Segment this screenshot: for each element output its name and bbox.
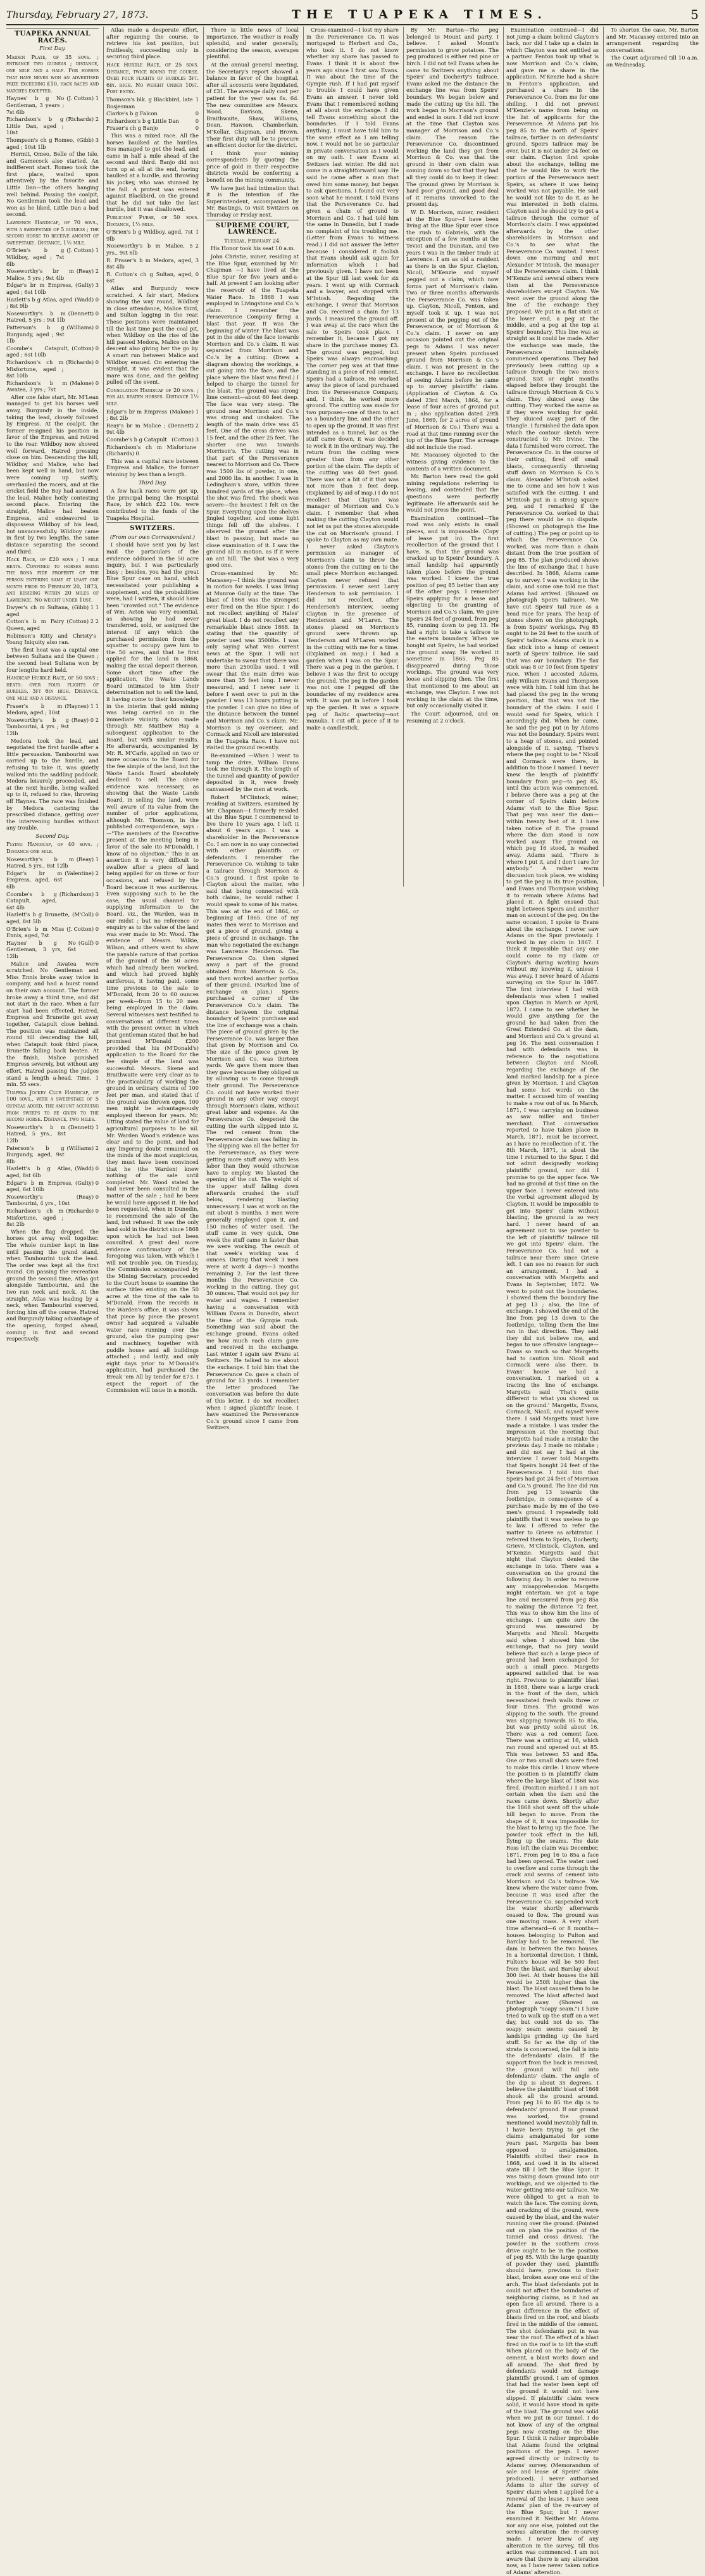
placing: 0 [195,270,199,277]
placing: (Gulf) 0 [78,939,99,946]
column-flow [506,27,599,2576]
race-result-row [106,436,199,443]
horse-entry: O'Brien's b g Wildboy, aged, 7st 9lb [106,229,193,242]
race-result-row [106,96,199,110]
horse-entry: Haynes' b g No Gentleman, 3 yrs, 6st 12lb [6,939,76,959]
switzers-paragraph: I should have sent you by last mail the particulars of the evidence adduced in the 50 acre inquiry, but I was particularly busy ; besides, you had the great Blue Spur case on hand, which necessitated your publishing a supplement, and the probabilities were, had I written, it should have been "crowded out." The evidence of Wm. Acton was very essential, as showing he had never transferred, sold, or assigned the interest (if any) which the purchased permission from the squatter to occupy gave him to the 50 acres, and that he first applied for the land in 1868, making the usual deposit thereon. Some short time after the application, the Waste Lands Board intimated to him their determination not to sell the land, it having come to their knowledge in the interim that gold mining was being carried on in the immediate vicinity. Acton made through Mr. Matthew Hay a subsequent application to the Board, but with similar results. He afterwards, accompanied by Mr. R. M'Carle, applied on two or more occasions to the Board for the fee simple of the land, but the Waste Lands Board absolutely declined to sell. The above evidence was necessary, as showing that the Waste Lands Board, in selling the land, were well aware of its value from the number of prior applications, although Mr. Thomson, in the published correspondence, says :—"The members of the Executive present at the meeting being in favor of the sale (to M'Donald), I know of no objection." This is an assertion it is very difficult to swallow after a piece of land being applied for on three or four occasions, and refused by the Board because it was auriferous. Even supposing such to be the case, the usual channel for supplying information to the Board, viz., the Warden, was in our midst ; but no reference or enquiry as to the value of the land was ever made to Mr. Wood. The evidence of Messrs. Wilkie, Wilson, and others went to show the payable nature of that portion of the ground of the 50 acres which had already been worked, and which had proved highly auriferous, it having paid, some time previous to the sale to M'Donald, from 20 to 60 ounces per week—from 15 to 20 men being employed in the claim. Several witnesses next testified to conversations at different times with the present owner, in which that gentleman stated that he had promised M'Donald £200 provided that his (M'Donald's) application to the Board for the fee simple of the land was successful. Messrs. Skene and Braithwaite were very clear as to the practicability of working the ground in ordinary claims of 100 feet per man, and stated that if the ground was thrown open, 100 men might be advantageously employed thereon for years. Mr. Utting stated the value of land for agricultural purposes to be nil. Mr. Warden Wood's evidence was clear and to the point, and had any lingering doubt remained on the minds of the most suspicious, they must have been convinced that he (the Warden) knew nothing of the sale until completed. Mr. Wood stated he had never been consulted in the matter of the sale ; had he been he would have opposed it. He had been requested, when in Dunedin, to recommend the sale of the land, but refused. It was the only land sold in the district since 1868 upon which he had not been consulted. A great deal more evidence confirmatory of the foregoing was taken, with which I will not trouble you. On Tuesday, the Commission accompanied by the Mining Secretary, proceeded to the Court house to examine the surface titles existing on the 50 acres at the time of the sale to M'Donald. From the records in the Warden's office, it was shown that piece by piece the present owner had acquired a valuable water race running over the ground, also the pumping gear and machinery, together with puddle house and all buildings attached ; and lastly, and only eight days prior to M'Donald's application, had purchased the Break 'em All by tender for £73. I expect the report of the Commission will issue in a month. [106,541,199,1394]
horse-entry: Noseworthy's Tambourini, 4 yrs., 10st [6,1193,70,1207]
placing: (Richards) 2 [66,116,99,123]
court-paragraph: Mr. Macassey objected to the witness giving evidence to the contents of a written document. [406,451,499,472]
race-result-row [6,282,99,295]
placing: 0 [195,110,199,117]
placing: (Dennett) 2 [168,422,199,429]
placing: (J. Cotton) 1 [66,247,99,254]
court-paragraph: Cross-examined—I lost my share in the Perseverance Co. It was mortgaged to Herbert and Co., who took it. I do not know whether my share has passed to Evans. I think it is about five years ago since I first saw Evans. It was about the time of the Gympie rush. If I had put myself to trouble I could have given Evans an answer. I never told Evans that I remembered nothing at all about the exchange. I did tell Evans something about the boundaries. If I told Evans anything, I must have told him to the same effect as I am telling now. I would not be so particular in private conversation as I would on my oath. I saw Evans at Switzers last winter. He did not come in a straightforward way. He said he came after a man that owed him some money, but began to ask questions. I found out very soon what he meant. I told Evans that the Perseverance Co. had given a chain of ground to Morrison and Co. I had told him the same in Dunedin, but I made no complaint of his troubling me. (Letter from Evans to witness read.) I did not answer the letter because I considered it foolish that Evans should ask again for information which I had previously given. I have not been at the Spur till last week for six years. I went up with Cormack and a lawyer, and stopped with M'Intosh. Regarding the exchange, I swear that Morrison and Co. received a chain for 13 yards. I measured the ground off. I was away at the race when the sale to Speirs took place. I remember it, because I got my share in the purchase money £3. The ground was pegged, but Speirs was always encroaching. The corner peg was at that time standing in a piece of red cement. Speirs had a tailrace. He worked away the piece of land purchased from the Perseverance Company, and, I think, he worked more ground. The cutting was made for two purposes—one of them to act as a boundary line, and the other to open up the ground. It was first intended as a tunnel, but as the stuff came down, it was decided to work it in the ordinary way. The return from the cutting were greater than from any other portion of the claim. The depth of the cutting was 40 feet good. There was not a bit of it that was not more than 3 feet deep. (Explained by aid of map.) I do not recollect that Clayton was manager of Morrison and Co.'s claim. I remember that when making the cutting Clayton would not let us put the stones alongside the cut on Morrison's ground. I spoke to Clayton as my own mate. I never asked Clayton's permission as manager of Morrison's claim to throw the stones from the cutting on to the small piece Morrison exchanged. Clayton never refused that permission. I never sent Larry Henderson to ask permission. I did not recollect, after Henderson's interview, seeing Clayton in the presence of Henderson and M'Laren. The stones placed on Morrison's ground were thrown up. Henderson and M'Laren worked in the cutting with me for a time. (Explained on map.) I had a garden when I was on the Spur. There was a peg in the garden. I believe I was the first to occupy the ground. The peg in the garden was not one I pegged off the boundaries of my residence area with. It was put in before I took up the garden. It was a square peg of Baltic quartering—not manuka. I cut off a piece of it to make a candlestick. [306,27,399,731]
placing: (Haynes) 1 1 [65,702,99,709]
hack-race-conditions: Hack Race, of £20 sovs ; 1 mile heats. Confined to horses being the bona fide property of the person entering same at least one month prior to February 20, 1873, and residing within 20 miles of Lawrence. No weight under 10st. [6,556,99,603]
hack-race-report: The first heat was a capital one between Sultana and the Queen ; the second heat Sultana won by four lengths hard held. [6,646,99,673]
placing: (Richards) 0 [66,1207,99,1214]
court-paragraph: Examination continued—The road was only exists in small pieces, and is impassable. (Copy of lease put in). The first recollection of the ground that I have, is, that the ground was cracked up to Speirs' boundary. A small landslip had apparently taken place before the ground was worked. I knew the true position of peg 85 better than any of the other pegs. I remember Speirs applying for a lease and objecting to the granting of Morrison and Co.'s claim. We gave Speirs 24 feet of ground, from peg 85, running down to peg 13. He had a right to take a tailrace to the eastern boundary. When we bought out Speirs, he had worked the ground away. He worked it sometime in 1865. Peg 85 disappeared during those workings. The ground was very loose and slipping then. The first that mentioned to me about an exchange, was Clayton. I was not working in the claim at the time, but only occasionally visited it. [406,514,499,709]
switzers-paragraph: I think your mining correspondents by quoting the price of gold in their respective districts would be conferring a benefit on the mining community. [206,149,299,184]
maiden-plate-report: Hermit, Omeo, Belle of the Isle, and Gamecock also started. An indifferent start. Romeo took the first place, waited upon attentively by the favorite and Little Dan—the others hanging well behind. Passing the coalpit, No Gentleman took the lead and won as he liked, Little Dan a bad second. [6,151,99,218]
column-6 [506,27,599,2576]
race-result-row [6,1194,99,1207]
placing: (Gulty) 3 [75,282,99,289]
placing: (Gibb) 3 [77,136,99,143]
horse-entry: Haynes' b g No Gentleman, 3 years ; 7st 6lb [6,95,65,115]
jockey-club-conditions: Tuapeka Jockey Club Handicap, of 100 sovs., with a sweepstake of 5 guineas added, the amount accruing from sweeps to be given to the second horse. Distance, two miles. [6,1089,99,1123]
race-result-row [6,604,99,617]
first-day-heading: First Day. [39,46,66,53]
masthead [6,5,699,25]
race-result-row [6,1165,99,1178]
column-flow [406,27,499,724]
placing [196,444,199,457]
column-flow [6,28,99,1342]
race-result-row [6,380,99,393]
placing: (Gulty) 0 [75,1179,99,1186]
court-paragraph: The Court adjourned till 10 a.m. on Wednesday. [606,54,699,68]
horse-entry: R. Fraser's b m Medora, aged, 8st 4lb [106,256,193,270]
placing: (Wadd) 0 [75,1165,99,1172]
column-flow [606,27,699,68]
lawrence-handicap-report: After one false start, Mr. M'Lean managed to get his horses well away, Burgundy in the inside, taking the lead, closely followed by Empress. At the coalpit, the former resigned his position in favor of the Empress, and retired to the rear. Wildboy now showed well forward, Hatred pressing close on him. Descending the hill, Wildboy and Malice, who had been kept well in hand, but now were coming up swiftly, overhauled the racers, and at the cricket field the Boy had assumed the lead, Malice hotly contesting second place. Entering the straight, Malice had beaten Empress, and endeavored to dispossess Wildboy of his lead, but unsuccessfully. Wildboy came in first by two lengths, the same distance separating the second and third. [6,393,99,555]
placing: (Gibb) 1 1 [72,604,99,611]
publicans-purse-report: Atlas and Burgundy were scratched. A fair start, Medora showing the way round, Wildboy in close attendance, Malice third, and Sultan lagging in the rear. These positions were maintained till the last time past the coal pit, when Wildboy on the rise of the hill passed Medora, Malice on the descent also giving her the go by. A smart run between Malice and Wildboy ensued. On entering the straight, it was evident that the mare was done, and the gelding pulled off the event. [106,284,199,386]
placing: 3 [195,256,199,263]
race-result-row [6,1180,99,1193]
horse-entry: Noseworthy's b m Hatred, 5 yrs., 8st 12lb [6,856,74,869]
jockey-club-results [6,1124,99,1228]
race-result-row [106,444,199,457]
race-result-row [6,268,99,281]
race-result-row [6,324,99,344]
horse-entry: Fraser's ch g Banjo [106,125,158,132]
placing: (M'Coll) 0 [72,911,99,918]
column-flow [206,27,299,1431]
newspaper-title: THE TUAPEKA TIMES. [291,8,547,22]
horse-entry: Noseworthy's b m Malice, 5 yrs., 9st 6lb [106,243,193,256]
publicans-purse-results [106,229,199,284]
horse-entry: Richardson's b g Little Dan [106,117,179,124]
horse-entry: Edgar's b m Empress, aged, 6st 10lb [6,1179,73,1193]
horse-entry: Noseworthy's b g Tambourini, 4 yrs ; 9st 12lb [6,716,69,736]
horse-entry: Richardson's ch m Misfortune, aged ; 8st 10lb [6,358,64,379]
court-paragraph: W. D. Morrison, miner, resident at the Blue Spur—I have been living at the Blue Spur ever since the rush to Gabriels, with the exception of a few months at the Teviot and the Dunstan, and two years I was in the timber trade at Lawrence. I am as old a resident as there is on the Spur. Clayton, Nicoll, M'Kenzie and myself pegged out a claim, which now forms part of Morrison's claim. Two or three months afterwards the Perseverance Co. was taken up. Clayton, Nicoll, Fenton, and myself took it up. I was not present at the pegging out of the Perseverance, or of Morrison & Co.'s claim. I never on any occasion pointed out the original pegs to Adams. I was never present when Speirs purchased ground from Morrison & Co.'s claim. I was not present in the exchange. I have no recollection of seeing Adams before he came up to survey plaintiffs' claim. (Application of Clayton & Co. dated 23rd March, 1864, for a lease of four acres of ground put in ; also application dated 29th June, 1869, for 2 acres of ground of Morrison & Co.) There was a road at that time running over the top of the Blue Spur. The acreage did not include the road. [406,209,499,450]
horse-entry: Richardson's ch m Misfortune, aged ; 8st 2lb [6,1207,64,1228]
placing: 0 [195,117,199,124]
race-result-row [6,1145,99,1165]
horse-entry: Coombe's b g Catapult [106,436,167,443]
column-5 [406,27,499,887]
horse-entry: Noseworthy's br m Malice, 5 yrs ; 9st 4lb [6,268,74,281]
race-result-row [106,110,199,117]
horse-entry: Paterson's b g Burgundy, aged, 9st 8lb [6,1144,65,1165]
column-4 [306,27,399,887]
hurdle-race-conditions: Handicap Hurdle Race, of 50 sovs ; heats: over four flights of hurdles, 3ft 6in high. Distance, one mile and a distance. [6,674,99,701]
horse-entry: Edgar's br m Empress, aged, 6st 6lb [6,869,63,890]
race-result-row [106,118,199,125]
switzers-paragraph: We have just had intimation that it is the intention of the Superintendent, accompanied by Mr. Bastings, to visit Switzers on Thursday or Friday next. [206,184,299,218]
supreme-court-heading: SUPREME COURT, LAWRENCE. [206,220,299,236]
court-paragraph: The Court adjourned, and on resuming at 2 o'clock. [406,710,499,724]
horse-entry: Thomson's blk. g Blackbird, late Bosjesman [106,96,193,110]
horse-entry: Edgar's br m Empress, aged ; 6st 10lb [6,282,73,295]
placing: (Wadd) 0 [75,296,99,303]
horse-entry: Fraser's b m Medora, aged ; 10st [6,702,63,716]
horse-entry: Edgar's br m Empress ; 8st 2lb [106,408,168,422]
hurdle-race-results [6,703,99,737]
horse-entry: Dwyer's ch m Sultana, aged [6,604,70,617]
horse-entry: Hazlett's b g Atlas, aged, 8st 6lb [6,1165,73,1178]
hurdle-race-report: Medora took the lead, and negotiated the first hurdle after a little persuasion. Tambourini was carried up to the hurdle, and refusing to take it, was quietly walked into the saddling paddock. Medora leisurely proceeded, and at the next hurdle, being walked up to it, refused to rise, throwing off Haynes. The race was finished by Medora cantering the prescribed distance, getting over the intervening hurdles without any trouble. [6,737,99,831]
placing: 1 [195,229,199,236]
race-result-row [6,870,99,890]
flying-handicap-results [6,856,99,960]
issue-date: Thursday, February 27, 1873. [6,9,149,20]
placing: 1 [195,96,199,103]
race-result-row [6,940,99,960]
race-result-row [106,422,199,436]
consolation-conditions: Consolation Handicap of 20 sovs. ; for all beaten horses. Distance 1½ mile. [106,386,199,407]
horse-entry: R. Cotton's ch g Sultan, aged, 6st [106,270,193,284]
race-result-row [6,359,99,379]
hack-hurdle-report: This was a mixed race. All the horses baulked at the hurdles. Bos managed to get the lead, and came in half a mile ahead of the second and third. Banjo did not turn up at all at the end, having baulked at a hurdle, and throwing his jockey, who was stunned by the fall. A protest was entered against Blackbird, on the ground that he did not take the last hurdle, but it was disallowed. [106,132,199,213]
maiden-plate-conditions: Maiden Plate, of 35 sovs. ; entrance two guineas ; distance, one mile and a half. For horses that have never won an advertised prize exceeding £10, hack races and matches excepted. [6,53,99,94]
hack-hurdle-conditions: Hack Hurdle Race, of 25 sovs. Distance, twice round the course. Over four flights of hurdles 3ft. 6in. high. No weight under 10st. Post entry. [106,61,199,95]
publicans-purse-conditions: Publicans' Purse, of 50 sovs. Distance, 1½ mile. [106,214,199,227]
column-2 [106,27,199,1394]
horse-entry: Reay's br m Malice ; 9st 4lb [106,422,166,436]
race-result-row [6,1124,99,1144]
placing: (Richards) 0 [66,358,99,365]
placing: (Williams) 0 [66,324,99,331]
horse-entry: Robinson's Kitty and Christy's Young Iniquity also ran. [6,632,96,646]
race-result-row [106,243,199,256]
column-1 [6,27,99,1342]
switzers-byline: (From our own Correspondent.) [109,533,196,540]
race-result-row [6,911,99,925]
switzers-paragraph: At the annual general meeting, the Secretary's report showed a balance in favor of the hospital, after all accounts were liquidated, of £31. The average daily cost per patient for the year was 6s. 6d. The new committee are Messrs. Wood, Davison, Skene, Braithwaite, Shaw, Williams, Dean, Hawson, Chamberlain, M'Kellar, Chapman, and Brown. Their first duty will be to procure an efficient doctor for the district. [206,61,299,149]
court-paragraph: John Christie, miner, residing at the Blue Spur, examined by Mr. Chapman —I have lived at the Blue Spur for five years and-a-half. At present I am looking after the reservoir of the Tuapeka Water Race. In 1868 I was employed in Livingstone and Co.'s claim. I remember the Perseverance Company firing a blast that year. It was the beginning of winter. The blast was put in the side of the face towards Morrison and Co.'s claim. It was separated from Morrison and Co.'s by a cutting. (Drew a diagram showing the workings, a cut going into the face, and the place where the blast was fired.) I helped to charge the tunnel for the blast. The ground was strong lime cement—about 60 feet deep. The face was very steep. The ground near Morrison and Co.'s was strong and unshaken. The length of the main drive was 45 feet. One of the cross drives was 15 feet, and the other 25 feet. The shorter one was towards Morrison's. The cutting was in that part of the Perseverance nearest to Morrison and Co. There was 1500 lbs of powder, in one, and 2000 lbs. in another. I was in Ledingham's store, within three hundred yards of the place, when the shot was fired. The shock was severe—the heaviest I felt on the Spur. Everything upon the shelves jingled together, and some light things fell off the shelves. I observed the ground after the blast in passing, but made no close examination of it. I saw the ground all in motion, as if it were an ant hill. The shot was a very good one. [206,253,299,569]
race-result-row [6,633,99,646]
placing: (Cotton) 3 [172,436,199,443]
lawrence-handicap-conditions: Lawrence Handicap, of 70 sovs., with a sweepstake of 5 guineas ; the second horse to receive amount of sweepstake. Distance, 1½ mile. [6,219,99,246]
court-paragraph: Robert M'Clintock, miner, residing at Switzers, examined by Mr. Chapman—I formerly resided at the Blue Spur. I commenced to live there 10 years ago. I left it about 6 years ago. I was a shareholder in the Perseverance Co. I am now in no way connected with either plaintiffs or defendants. I remember the Perseverance Co. wishing to take a tailrace through Morrison & Co.'s ground. I first spoke to Clayton about the matter, who said that being connected with both claims, he would rather I would speak to some of his mates. This was at the end of 1864, or beginning of 1865. One of my mates then went to Morrison and got a piece of ground, giving a piece of ground in exchange. The man who negotiated the exchange was Lawrence Henderson. The Perseverance Co. then signed away a part of the ground obtained from Morrison & Co., and then worked another portion of their ground. (Marked line of exchange on plan.) Speirs purchased a corner of the Perseverance Co.'s claim. The distance between the original boundary of Speirs' purchase and the line of exchange was a chain. The piece of ground given by the Perseverance Co. was larger than that given by Morrison and Co. The size of the piece given by Morrison and Co. was thirteen yards. We gave them more than they gave because they obliged us by allowing us to come through their ground. The Perseverance Co. could not have worked their ground in any other way except through Morrison's claim, without great labor and expense. As the Perseverance Co. deepened the cutting the earth slipped into it. The red cement from the Perseverance claim was falling in. The slipping was all the better for the Perseverance, as they were getting more stuff away with less labor than they would otherwise have to employ. We blasted the opening of the cut. The weight of the upper stuff falling down afterwards crushed the stuff below, rendering blasting unnecessary. I was at work on the cut about 5 months. 3 men were generally employed upon it, and 150 inches of water used. The stuff came in very quick. One week the stuff came in faster than we were working. The result of that week's working was 4 ounces. During that week 3 men were at work 4 days—3 months remaining 2. For the last three months the Perseverance Co. working in the cutting, they got 30 ounces. That would not pay for water and wages. I remember having a conversation with William Evans in Dunedin, about the time of the Gympie rush. Something was said about the exchange ground. Evans asked me how much each claim gave and received in the exchange. Last winter I again saw Evans at Switzers. He talked to me about the exchange. I told him that the Perseverance Co. gave a chain of ground for 13 yards. I remember the letter produced. The conversation was before the date of this letter. I do not recollect when I signed plaintiffs' lease. I have examined the Perseverance Co.'s ground since I came from Switzers. [206,793,299,1431]
horse-entry: Noseworthy's b m Hatred, 5 yrs., 8st 12lb [6,1123,66,1144]
column-7 [606,27,699,887]
switzers-heading: SWITZERS. [106,522,199,532]
court-paragraph: Examination continued—I did not jump a claim behind Clayton's back, nor did I take up a claim in which Clayton was not entitled as a partner. Fenton took up what is now Morrison and Co.'s claim, and gave me a share in the application. M'Kenzie had a share in Fenton's application, and purchased a share in the Perseverance Co. from me for one shilling. I did not prevent M'Kenzie's name from being on the list of applicants for the Perseverance. At Adams put his peg 85 to the north of Speirs' tailrace, farther in on defendants' ground. Speirs tailrace may be over, but it is not under 24 feet on our claim. Clayton first spoke about the exchange, telling me that he would like to work the portion of the Perseverance next Speirs, as where it was being worked was not payable. He said he would not like to do it, as he was interested in both claims. Clayton said he should try to get a tailrace through the corner of Morrison's claim. I was appointed afterwards by the other shareholders in Morrison and Co.'s to see what the Perseverance Co. wanted. I went down one morning and met Alexander M'Intosh, the manager of the Perseverance claim. I think M'Kenzie and several others were then at the Perseverance shareholders except Clayton. We went over the ground along the line of the exchange they proposed. We put in a flat stick at the lower end, a peg at the middle, and a peg at the top at Speirs' boundary. This line was as straight as it could be made. After the exchange was made, the Perseverance immediately commenced operations. They had previously been cutting up a tailrace through the two men's ground. Sixt or eight months elapsed before they brought the tailrace through Morrison & Co.'s claim. They sluiced away the cutting. They worked the same as if they were working for gold. They sluiced away part of the triangle. I furnished the data upon which the contour sketch were constructed to Mr. Irvine. The data I furnished were correct. The Perseverance Co. in the course of their cutting, fired off small blasts, consequently throwing stuff down on Morrison & Co.'s claim. Alexander M'Intosh asked me to come and see how I was satisfied with the cutting. I and M'Intosh put in a strong square peg, and I remarked if the Perseverance Co. worked to that peg there would be no dispute. (Showed on photograph the line of cutting.) The peg or point up to which the Perseverance Co. worked, was more than a chain distant from the true position of peg 85. The plan produced shows the line of exchange that I have described. In 1868, Adams came up to survey. I was working in the claim, and some one told me that Adams had arrived. (Showed on photograph Speirs tailrace). We have cut Speirs' tail race as a head race for years. The heap of stones shown on the photograph, is from Speirs' workings. Peg 85 ought to be 24 feet to the south of Speirs' tailrace. Adams stuck in a flax stick into a lump of cement north of Speirs' tailrace. He said that was our boundary. The flax stick was 8 or 10 feet from Speirs' race. When I accosted Adams, only William Evans and Thompson were with him. I told him that he had placed the peg in the wrong position, that that was not the boundary of the claim. I said I would send for Speirs, which I accordingly did. When he came, he said the peg put in by Adams was not the boundary. Speirs went to a heap of stones, and pointed alongside of it, saying, "There's where the peg ought to be." Nicoll and Cormack were there, in addition to those I named. I never knew the length of plaintiffs' boundary from peg—to peg 85, until this action was commenced. I believe there was a peg at the corner of Speirs claim before Adams' visit to the Blue Spur. That peg was near the dam—within twenty feet of it. I have taken notice of it. The ground where the dam stood is now worked away. The ground on which peg 16 stood, is washed away. Adams said, "There is where I put it, and I don't care for anybody." A rather warm discussion took place, we wishing to get the peg in its true position, and Evans and Thompson wishing it to remain where Adams had placed it. A fight ensued that night between Speirs and another man on account of the peg. On the same occasion, I spoke to Evans about the exchange. I never saw Adams on the Spur previously. I worked in my claim in 1867. I think it impossible that any one could come to my claim or Clayton's during working hours without my knowing it, unless I was away. I never heard of Adams surveying on the Spur in 1867. The first interview I had with defendants was when I waited upon Clayton in March or April, 1872. I came to see whether he would give anything for the ground he had taken from the Great Extended Co. at the dam, and Morrison and Co.'s ground at peg 16. The next conversation I had with defendants was in reference to the negotiations between Clayton and Nicoll, regarding the exchange of the land marked landslip for a piece given by Morrison. I and Clayton had some hot words on the matter. I accused him of wanting to make a row out of us. In March, 1871, I was carrying on business as saw miller and timber merchant. That conversation reported to have taken place in March, 1871, must be incorrect, as I have no recollection of it. The 8th March, 1871, is about the time I returned to the Spur. I did not admit designedly working plaintiffs' ground, nor did I promise to go the upper face. We had no ground at that time on the upper face. I never entered into the verbal agreement alleged by Clayton. It would be impossible to get into Speirs' claim without blasting, the ground is so very hard. I never heard of an agreement not to use powder to the left of plaintiffs' tailrace till we got into Speirs' claim. The Perseverance Co. had not a tailrace near there since Grieve left. I can see no reason for such an arrangement. I had a conversation with Margetts and Evans in September, 1872. We went to point out the boundaries. I showed them the boundary line at peg 13 ; also, the line of exchange. I showed the end of the line from peg 13 down to the footbridge, telling them the line ran in that direction. They said they did not believe me, and began to use offensive language—Evans so much so that Margetts had to caution him. Nicoll and Cormack were also there. In Evans' house we had a conversation. I marked on a tracing the line of exchange. Margetts said 'That's quite different to what you showed us on the ground.' Margetts, Evans, Cormack, Nicoll, and myself were there. I said Margetts must have made a mistake. I was under the impression at the meeting that Margetts had made a mistake the previous day. I made no mistake ; and did not say I had at the interview. I never told Margetts that Speirs bought 24 feet of the Perseverance. I told him that Speirs had got 24 feet of Morrison and Co.'s ground. The line did run from peg 13 towards the footbridge, in consequence of a purchase made by me of the two men's ground. I repeatedly told plaintiffs that it was useless to go to law. I offered to refer the matter to Grieve as arbitrator. I referred them to Speirs, Docherty, Grieve, M'Clintock, Clayton, and M'Kenzie. Margetts said that night that Clayton denied the exchange in toto. There was a conversation on the ground the following day. In order to remove any misapprehension Margetts might entertain, we got a tape line and measured from peg 85a to making the distance 72 feet. This was to show him the line of exchange. I am quite sure the ground was measured by Margetts and Nicoll. Margetts said when I showed him the exchange, that no jury would believe that such a large piece of ground had been exchanged for such a small piece. Margetts appeared satisfied that he was right. Previous to plaintiffs' blast in 1868, there was a large crack in the front of the dam, which necessitated fresh walls three or four times. The ground was slipping to the south. The ground was slipping towards 85 to 85a, but was pretty solid about 16. There was a red cement face. There was a cutting at 16, which ran round and opened out at 85. This was between 53 and 85a. One or two small shots were fired to make this circle. I know where the position is in plaintiffs' claim where the large blast of 1868 was fired. (Position marked.) I am not certain when the dam and the races came down. Shortly after the 1868 shot went off the whole hill began to move. From the shape of it, it was impossible for the blast to bring up the face. The powder took effect in the hill, flying up the seams. The date Ross left the claim was December, 1871. From peg 16 to 85a a face had been opened. The water used to overflow and come through the crack and seams of cement into Morrison and Co.'s tailrace. We knew where the water came from, because it was used after the Perseverance Co. suspended work the water shortly afterwards ceased to flow. The ground was one moving mass. A very short time afterward—6 or 8 months—houses belonging to Fulton and Barclay had to be removed. The dam in between the two houses. In a horizontal direction, I think, Fulton's house will be 500 feet from the blast, and Barclay about 300 feet. At their houses the hill would be 250ft higher than the blast. The blast caused them to be removed. The blast affected land further away. (Showed on photograph "soapy seam.") I have tried to walk up the stuff on a wet day, but could not do so. The soapy seam seems caused by landslips grinding up the hard stuff. So far as the dip of the strata is concerned, the fall is into the defendants' claim. If the support from the back is removed, the ground will fall into defendants' claim. The angle of the dip is about 35 degrees. I believe the plaintiffs' blast of 1868 shook all the ground around. From peg 16 to 85 the dip is to defendants' ground. If our ground was worked, the ground mentioned would inevitably fall in. I have been trying to get the claims amalgamated for some years past. Margetts has been opposed to amalgamation. Plaintiffs shifted their race in 1868, and used it in its altered state till I left the Blue Spur. It was taking down ground into our workings, and we objected to the water getting into our tailrace. We were obliged to get a man to watch the face. The coming down, and cracking of the ground, were caused by the blast, and the water running over the ground. (Pointed out on plan the position of the tunnel and cross drives). The powder in the southern cross drive ought to be in the position of peg 85. With the large quantity of powder they used, plaintiffs should have, previous to their blast, broken away one end of the arch. The blast defendants put in could not affect the boundaries of neighboring claims, as it had an open face all around. There is a great difference in the effect of blasts fired on the roof, and blasts fired in the middle of the cement. The shot defendants put in was near the roof. The effect of a blast fired on the roof is to lift the stuff. When placed on the body of the cement, a blast works down and all around. The shot fired by defendants would not damage plaintiffs' ground. I am of opinion that had the water been kept off the ground it would not have slipped. If plaintiffs' claim were solid, it would have stood in spite of the blast. The ground was solid when we put in our tunnel. I do not know of any of the original pegs now existing on the Blue Spur. I think it rather improbable that Adams found the original positions of the pegs. I never agreed directly or indirectly to Adams' survey. (Memorandum of sale and lease of Speirs' claim produced). I never authorised Adams to alter the survey of Speirs' claim when I applied for a renewal of the lease. I have seen Adams' plan of the re-survey of the Blue Spur, but I never examined it. Neither Mr. Adams nor any one else, pointed out the serious alteration the re-survey made. I never knew of any alteration in the survey, till this action was commenced. I am not aware that there is any alteration now, as I have never taken notice of Adams' alteration. [506,27,599,2576]
placing [96,633,99,646]
horse-entry: Coombe's b g Catapult, aged, 6st 4lb [6,890,57,911]
race-result-row [106,125,199,132]
race-result-row [6,116,99,136]
horse-entry: Thompson's ch g Romeo, aged ; 10st 1lb [6,136,75,150]
race-result-row [106,271,199,284]
race-result-row [6,95,99,115]
placing: (Reay) 0 2 [71,716,99,723]
third-day-heading: Third Day. [138,479,167,486]
page-columns [6,27,699,2576]
switzers-paragraph: There is little news of local importance. The weather is really splendid, and water generally, considering the season, averages plentiful. [206,27,299,60]
court-paragraph: Cross-examined by Mr. Macassey—I think the ground was in motion for weeks. I was living at Munroe Gully at the time. The blast of 1868 was the strongest ever fired on the Blue Spur. I do not recollect anything of Hales' great blast. I do not recollect any remarkable blast since 1868. In stating that the quantity of powder used was 3500lbs. I was only saying what was current news at the Spur. I will not undertake to swear that there was more than 2500lbs used. I will swear that the main drive was more than 35 feet long. I never measured, and I never saw it before I went over to put in the powder. I was 13 hours putting in the powder. I can give no idea of the distance between the tunnel and Morrison and Co.'s claim. Mr. Morrison is my overseer, and Cormack and Nicoll are interested in the Tuapeka Race. I have not visited the ground recently. [206,569,299,751]
placing: (Cotton) 2 2 [66,618,99,625]
race-result-row [6,618,99,631]
horse-entry: Richardson's ch m Misfortune (Richards) 0 [106,443,196,457]
placing: (Malone) 1 [170,408,199,415]
column-flow [106,27,199,1394]
race-result-row [106,408,199,422]
horse-entry: Hazlett's b g Atlas, aged ; 8st 9lb [6,296,73,310]
column-flow [306,27,399,731]
placing: 0 [195,125,199,132]
flying-handicap-report: Malice and Awatea were scratched. No Gentleman and Miss Ennis broke away twice in company, and had a burst round on their own account. The former broke away a third time, and did not start in the race. When a fair start had been effected, Hatred, Empress and Brunette got away together, Catapult close behind. The position was maintained all round till descending the hill, when Catapult took third place, Brunette falling back beaten. At the finish, Malice punished Empress severely, but without any effort, Hatred passing the judges stand a length a-head. Time, 1 min. 55 secs. [6,960,99,1088]
court-paragraph: His Honor took his seat 10 a.m. [211,245,296,252]
horse-entry: O'Brien's b g Wildboy, aged ; 7st 6lb [6,247,65,267]
race-result-row [6,856,99,869]
jockey-club-report: When the flag dropped, the horses got away well together. The whole number kept in line until passing the grand stand, when Tambourini took the lead. The order was kept all the first round. On passing the recreation ground the second time, Atlas got alongside Tambourini, and the two ran neck and neck. At the straight, Atlas was leading by a neck, when Tambourini swerved, forcing him off the course. Hatred and Burgundy taking advantage of the opening, forged ahead, coming in first and second respectively. [6,1228,99,1342]
hack-race-results [6,604,99,646]
placing: (J. Cotton) 0 [66,925,99,932]
maiden-plate-results [6,95,99,150]
court-paragraph: Re-examined —When I went to tamp the drive, William Evans took me through it. The length of the tunnel and quantity of powder deposited in it, were freely canvassed by the men at work. [206,752,299,792]
placing: (Reay) 1 [76,856,99,862]
horse-entry: Noseworthy's b m Hatred, 5 yrs ; 9st 1lb [6,310,66,324]
third-day-report: A few hack races were got up, the principal being the Hospital Race, by which £22 10s. were contributed to the funds of the Tuapeka Hospital. [106,488,199,521]
race-result-row [106,229,199,242]
placing: (Dennett) 0 [68,310,99,317]
horse-entry: Cotton's b m Fairy Queen, aged [6,618,65,632]
court-dateline: Tuesday, February 24. [224,237,281,244]
consolation-results [106,408,199,457]
race-result-row [6,296,99,310]
race-result-row [6,926,99,939]
race-result-row [6,137,99,150]
horse-entry: Hazlett's b g Brunette, aged, 8st 5lb [6,911,70,925]
placing: (Williams) 2 [66,1144,99,1151]
race-result-row [106,257,199,270]
court-paragraph: To shorten the case, Mr. Barton and Mr. Macassey entered into an arrangement regarding the conversations. [606,27,699,53]
consolation-report: This was a capital race between Empress and Malice, the former winning by less than a length. [106,457,199,477]
hack-hurdle-results [106,96,199,132]
placing: (Malone) 0 [70,379,99,386]
court-paragraph: Mr. Barton here read the gold mining regulations referring to leasing, and contended that the questions were perfectly legitimate. He afterwards said he would not press the point. [406,473,499,514]
flying-handicap-conditions: Flying Handicap, of 40 sovs. ; Distance one mile. [6,841,99,855]
race-result-row [6,310,99,324]
placing: (J. Cotton) 1 [66,95,99,102]
placing: (Richardson) 3 [59,890,99,897]
placing: (Cotton) 0 [72,344,99,351]
column-3 [206,27,299,1431]
lawrence-handicap-results [6,247,99,393]
placing: (Dennett) 1 [68,1123,99,1130]
horse-entry: Patterson's b g Burgundy, aged ; 9st 1lb [6,324,65,344]
race-result-row [6,703,99,716]
race-result-row [6,891,99,911]
race-result-row [6,247,99,267]
race-result-row [6,1208,99,1228]
horse-entry: Clarke's b g Falcon [106,110,158,117]
races-heading: TUAPEKA ANNUAL RACES. [6,28,99,44]
horse-entry: Richardson's b g Little Dan, aged ; 10st [6,116,64,136]
second-day-heading: Second Day. [35,833,70,840]
placing: 2 [195,243,199,249]
placing: (Reay) 0 [76,1193,99,1200]
page-number: 5 [690,7,699,22]
horse-entry: Richardson's b m Awatea, 3 yrs ; 7st [6,379,68,393]
race-result-row [6,717,99,737]
horse-entry: Coombe's Catapult, aged ; 6st 10lb [6,344,70,358]
placing: (Reay) 2 [76,268,99,275]
horse-entry: O'Brien's b m Miss Ennis, aged, 7st [6,925,65,939]
jockey-club-report-cont: Atlas made a desperate effort, after regaining the course, to retrieve his lost position, but fruitlessly, succeeding only in securing third place. [106,27,199,60]
court-paragraph: By Mr. Barton—The peg belonged to Mount and party, I believe. I asked Mount's permission to grow potatoes. The peg produced is either red pine or birch. I did not tell Evans when he came to Switzers anything about Speirs' and Docherty's tailrace. Evans asked me the distance the exchange line was from Speirs' boundary. We began below and made the cutting up the hill. The work began in Morrison's ground and ended in ours. I did not know at the time that Clayton was manager of Morrison and Co.'s claim. The reason the Perseverance Co. discontinued working the land they got from Morrison & Co. was that the ground in their own claim was coming down so fast that they had all they could do to keep it clear. The ground given by Morrison is hard poor ground, and good deal of it remains unworked to the present day. [406,27,499,208]
placing: (Valentine) 2 [65,869,99,876]
race-result-row [6,345,99,358]
